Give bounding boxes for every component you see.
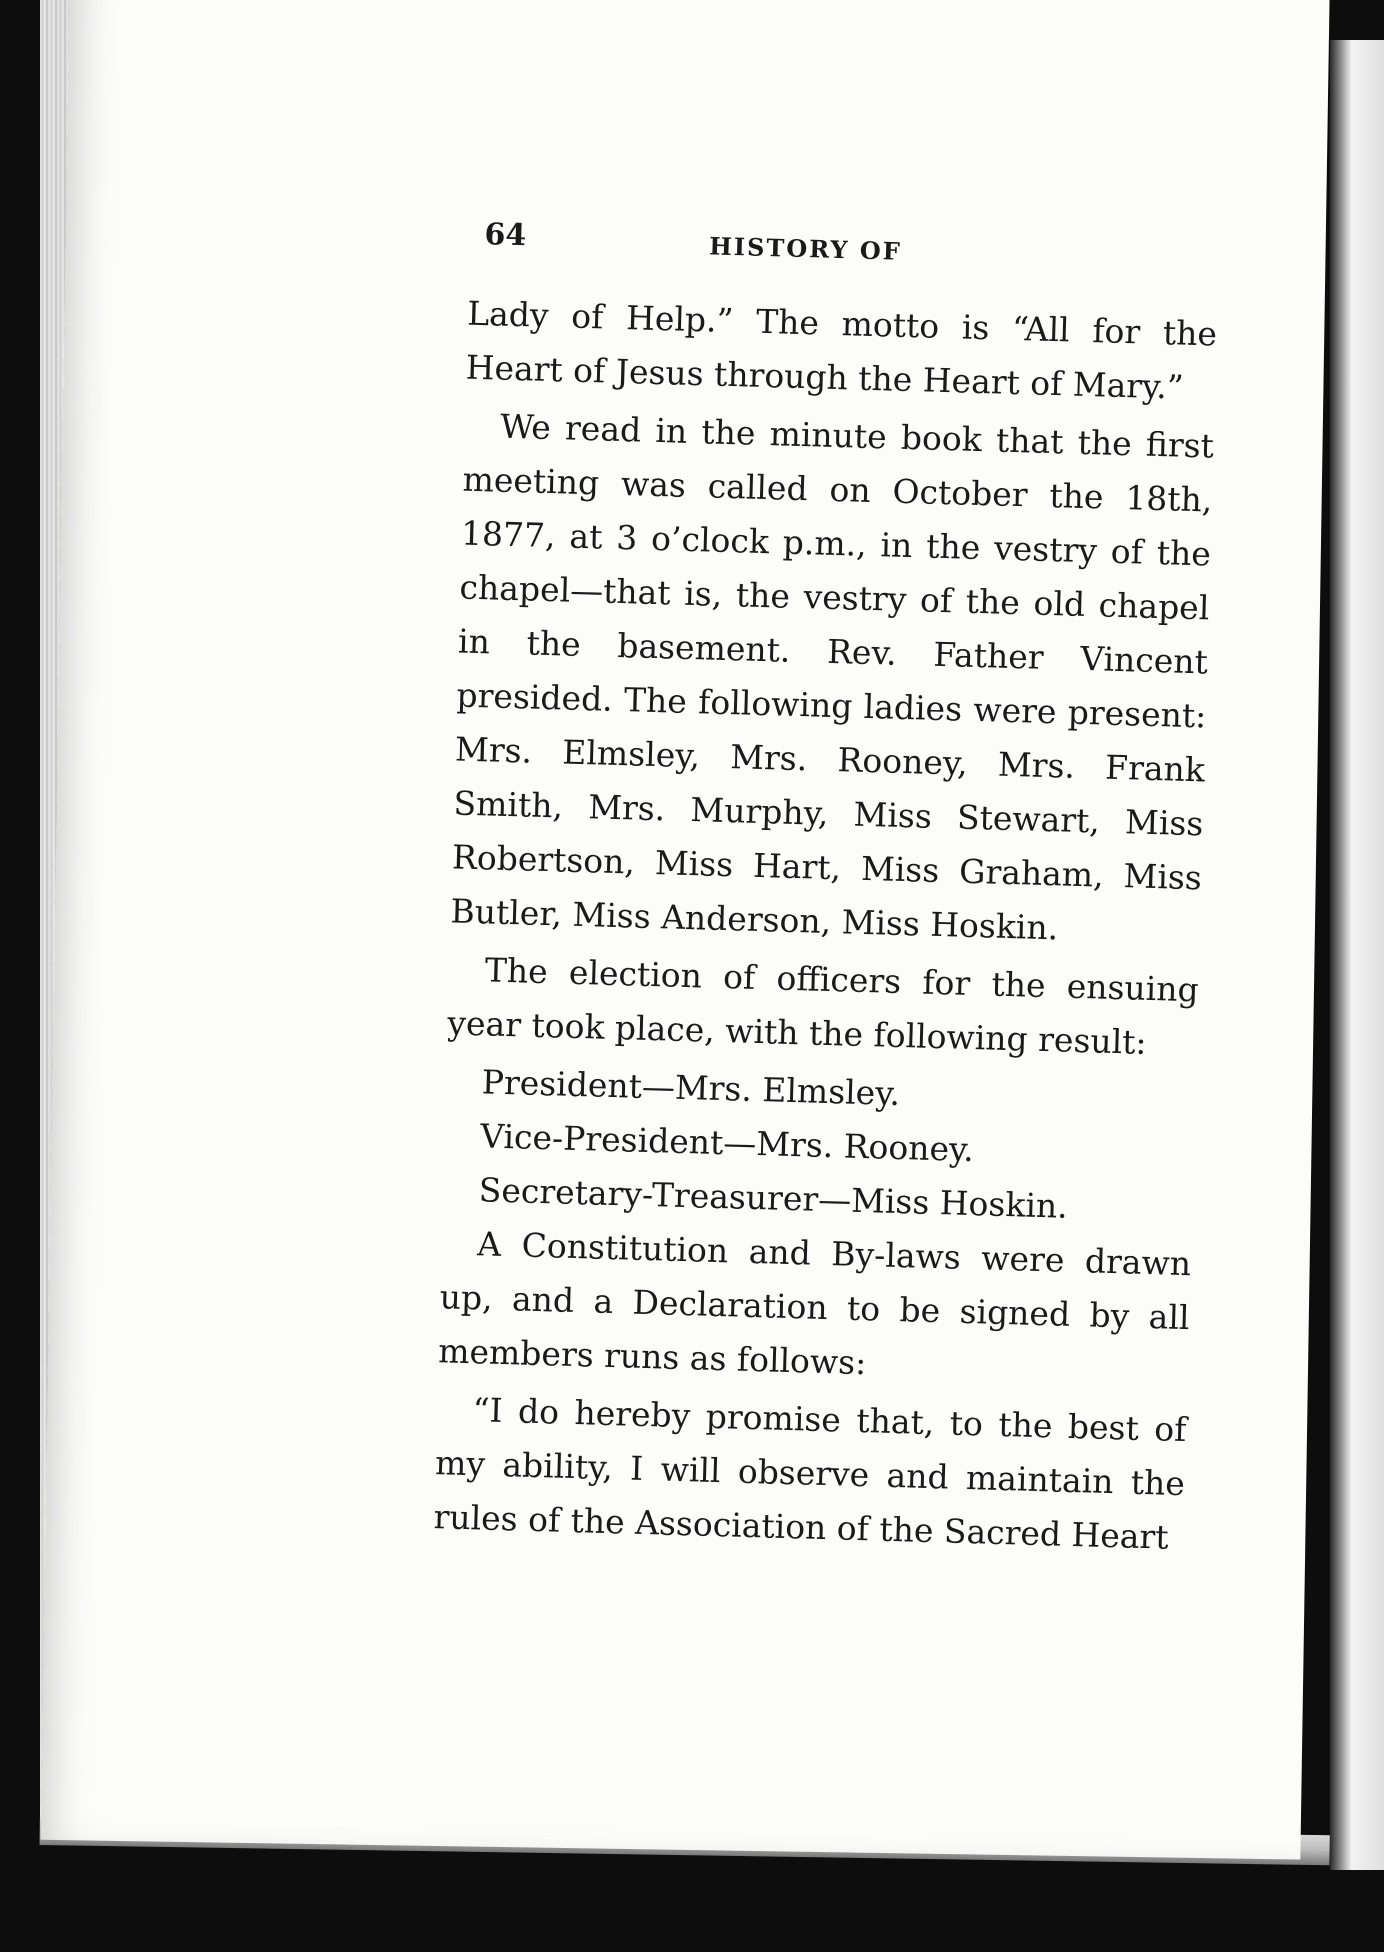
body-text	[433, 287, 1218, 1565]
paragraph: “I do hereby promise that, to the best of my ability, I will observe and maintain the rules of the Association of the Sacred Heart	[433, 1390, 1187, 1557]
page-number: 64	[483, 217, 527, 254]
officer-line: Secretary-Treasurer—Miss Hoskin.	[478, 1170, 1069, 1226]
paragraph: The election of officers for the ensuing year took place, with the following result:	[446, 950, 1200, 1062]
paragraph: We read in the minute book that the first meeting was called on October the 18th, 1877, at 3 o’clock p.m., in the vestry of the chapel—that is, the vestry of the old chapel in the basement. Rev. Father Vincent presided. The following ladies were present: Mrs. Elmsley, Mrs. Rooney, Mrs. Frank Smith, Mrs. Murphy, Miss Stewart, Miss Robertson, Miss Hart, Miss Graham, Miss Butler, Miss Anderson, Miss Hoskin.	[450, 406, 1215, 948]
officer-line: Vice-President—Mrs. Rooney.	[479, 1116, 975, 1170]
page-text-block	[373, 215, 1218, 1569]
paragraph: Lady of Help.” The motto is “All for the Heart of Jesus through the Heart of Mary.”	[465, 293, 1218, 407]
running-head: HISTORY OF	[708, 231, 903, 266]
officer-line: President—Mrs. Elmsley.	[481, 1062, 901, 1114]
next-page-edge	[1330, 40, 1384, 1870]
paragraph: A Constitution and By-laws were drawn up, and a Declaration to be signed by all members runs as follows:	[437, 1224, 1192, 1383]
